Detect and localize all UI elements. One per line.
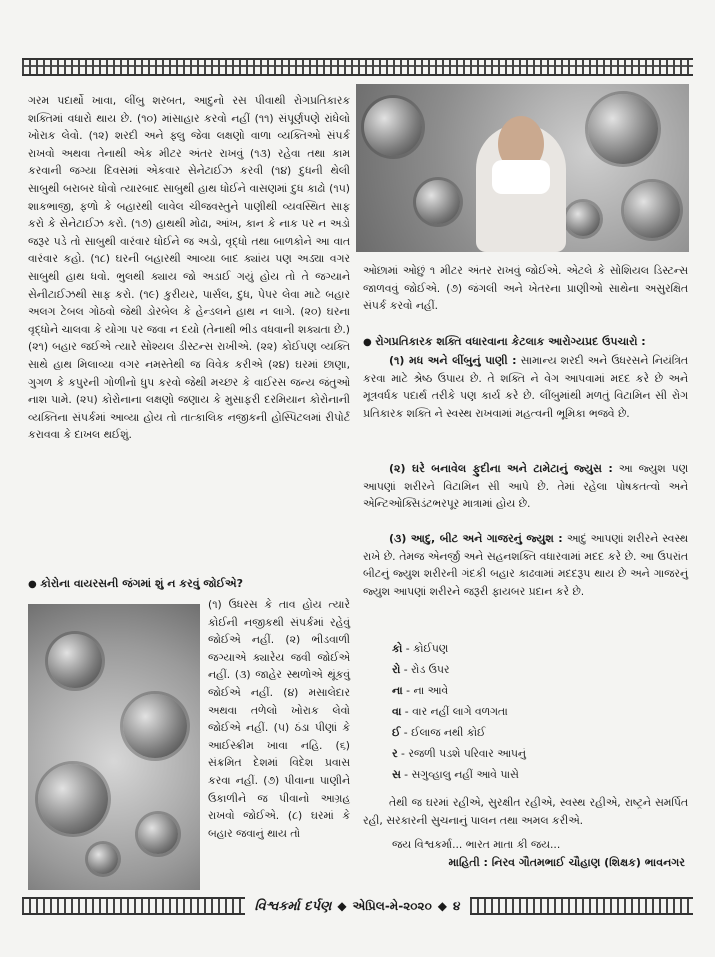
diamond-icon: ◆	[437, 899, 448, 913]
remedy-3-title: (૩) આદુ, બીટ અને ગાજરનું જ્યુશ :	[389, 532, 563, 545]
remedy-1-title: (૧) મધ અને લીંબુનું પાણી :	[389, 354, 517, 367]
remedy-2-text: આ જ્યુશ પણ આપણાં શરીરને વિટામિન સી આપે છે. તેમાં રહેલા પોષકતત્વો અને એન્ટિઓક્સિડંટભરપૂર માત્રામાં હોય છે.	[363, 462, 688, 511]
closing-text: તેથી જ ઘરમાં રહીએ, સુરક્ષીત રહીએ, સ્વસ્થ રહીએ, રાષ્ટ્રને સમર્પિત રહી, સરકારની સુચનાનું પાલન તથા અમલ કરીએ.	[363, 796, 688, 827]
acrostic-row: કો - કોઈપણ	[392, 642, 449, 655]
issue-date: એપ્રિલ-મે-૨૦૨૦	[352, 898, 432, 913]
acrostic-row: રો - રોડ ઉપર	[392, 663, 450, 676]
top-decorative-border	[22, 58, 693, 76]
remedy-3-text: આદું આપણાં શરીરને સ્વસ્થ રાખે છે. તેમજ એનર્જી અને સહનશક્તિ વધારવામાં મદદ કરે છે. આ ઉપરાંત બીટનું જ્યુશ શરીરની ગંદકી બહાર કાઢવામાં મદદરૂપ થાય છે અને ગાજરનું જ્યુશ આપણાં શરીરને જરૂરી ફાયબર પ્રદાન કરે છે.	[363, 532, 688, 598]
magazine-name: વિશ્વકર્મા દર્પણ	[254, 898, 332, 914]
virus-illustration-image	[28, 604, 200, 890]
person-figure	[476, 124, 566, 252]
right-column-intro: ઓછામાં ઓછું ૧ મીટર અંતર રાખવું જોઈએ. એટલે કે સોશિયલ ડિસ્ટન્સ જાળવવું જોઈએ. (૭) જંગલી અને ખેતરના પ્રાણીઓ સાથેના અસુરક્ષિત સંપર્ક કરવો નહીં.	[363, 264, 688, 313]
left-column-tips: ગરમ પદાર્થો ખાવા, લીંબુ શરબત, આદુનો રસ પીવાથી રોગપ્રતિકારક શક્તિમાં વધારો થાય છે. (૧૦) માંસાહાર કરવો નહીં (૧૧) સંપૂર્ણપણે રાંધેલો ખોરાક લેવો. (૧૨) શરદી અને ફ્લુ જેવા લક્ષણો વાળા વ્યક્તિઓ સંપર્ક રાખવો અથવા તેનાથી એક મીટર અંતર રાખવું (૧૩) રહેવા તથા કામ કરવાની જગ્યા દિવસમાં એકવાર સેનેટાઈઝ કરવી (૧૪) દુધની થેલી સાબુથી બરાબર ધોવો ત્યારબાદ સાબુથી હાથ ધોઈને વાસણમાં દુધ કાઢો (૧૫) શાકભાજી, ફળો કે બહારથી લાવેલ ચીજવસ્તુને પાણીથી વ્યવસ્થિત સાફ કરો કે સેનેટાઈઝ કરો. (૧૭) હાથથી મોઢા, આંખ, કાન કે નાક પર ન અડો જરૂર પડે તો સાબુથી વારંવાર ધોઈને જ અડો, વૃદ્ધો તથા બાળકોને આ વાત વારંવાર કહો. (૧૮) ઘરની બહારથી આવ્યા બાદ ક્યાંય પણ અડ્યા વગર સાબુથી હાથ ધવો. ભુલથી ક્યાય જો અડાઈ ગયું હોય તો તે જગ્યાને સેનીટાઈઝથી સાફ કરો. (૧૯) કુરીયર, પાર્સલ, દુધ, પેપર લેવા માટે બહાર અલગ ટેબલ ગોઠવો જેથી ડોરબેલ કે હેન્ડલને હાથ ન લાગે. (૨૦) ઘરના વૃદ્ધોને ચાલવા કે યોગા પર જવા ન દયો (તેનાથી ભીડ વધવાની શક્યતા છે.) (૨૧) બહાર જઈએ ત્યારે સોશ્યલ ડીસ્ટન્સ રાખીએ. (૨૨) કોઈપણ વ્યક્તિ સાથે હાથ મિલાવ્યા વગર નમસ્તેથી જ વિવેક કરીએ (૨૪) ઘરમાં છાણા, ગુગળ કે કપુરની ગોળીનો ધુપ કરવો જેથી મચ્છર કે વાઈરસ જન્ય જંતુઓ નાશ પામે. (૨૫) કોરોનાના લક્ષણો જણાય કે મુસાફરી દરમિયાન કોરોનાની વ્યક્તિના સંપર્કમાં આવ્યા હોય તો તાત્કાલિક નજીકની હોસ્પિટલમાં રીપોર્ટ કરાવવા કે દાખલ થઈશું.	[28, 94, 350, 442]
remedy-2-title: (૨) ઘરે બનાવેલ ફુદીના અને ટામેટાનું જ્યુસ :	[389, 462, 613, 475]
remedy-3	[363, 530, 688, 600]
footer-info	[245, 899, 471, 914]
acrostic-row: ર - રજળી પડશે પરિવાર આપનું	[392, 747, 526, 760]
remedy-1-text: સામાન્ય શરદી અને ઉધરસને નિયંત્રિત કરવા માટે શ્રેષ્ઠ ઉપાય છે. તે શક્તિ ને વેગ આપવામાં મદદ કરે છે અને મૂત્રવર્ધક પદાર્થ તરીકે પણ કાર્ય કરે છે. લીંબુમાંથી મળતું વિટામિન સી રોગ પ્રતિકારક શક્તિ ને સ્વસ્થ રાખવામાં મહત્વની ભૂમિકા ભજવે છે.	[363, 354, 688, 420]
sneezing-person-image	[356, 84, 689, 252]
diamond-icon: ◆	[337, 899, 347, 913]
acrostic-row: સ - સગુવ્હાલુ નહીં આવે પાસે	[392, 768, 519, 781]
remedy-2	[363, 460, 688, 513]
footer-border-left	[22, 897, 245, 915]
page-footer	[22, 895, 693, 917]
heading-what-not-to-do: ● કોરોના વાયરસની જંગમાં શું ન કરવું જોઈએ?	[28, 575, 350, 594]
page-number: ૪	[453, 898, 461, 913]
heading-remedies: ● રોગપ્રતિકારક શક્તિ વધારવાના કેટલાક આરોગ્યપ્રદ ઉપચારો :	[363, 333, 688, 352]
acrostic-row: ના - ના આવે	[392, 684, 449, 697]
author-credit: માહિતી : નિરવ ગૌતમભાઈ ચૌહાણ (શિક્ષક) ભાવનગર	[448, 856, 685, 869]
dont-list-text: (૧) ઉધરસ કે તાવ હોય ત્યારે કોઈની નજીકથી સંપર્કમાં રહેવું જોઈએ નહીં. (૨) ભીડવાળી જગ્યાએ ક્યારેય જવી જોઈએ નહીં. (૩) જાહેર સ્થળોએ થૂંકવું જોઈએ નહીં. (૪) મસાલેદાર અથવા તળેલો ખોરાક લેવો જોઈએ નહીં. (૫) ઠંડા પીણાં કે આઈસ્ક્રીમ ખાવા નહિ. (૬) સંક્રમિત દેશમાં વિદેશ પ્રવાસ કરવા નહીં. (૭) પીવાના પાણીને ઉકાળીને જ પીવાનો આગ્રહ રાખવો જોઈએ. (૮) ઘરમાં કે બહાર જવાનું થાય તો	[208, 598, 350, 840]
remedy-1	[363, 352, 688, 422]
acrostic-row: ઈ - ઈલાજ નથી કોઈ	[392, 726, 486, 739]
corona-acrostic-list	[392, 638, 526, 785]
footer-border-right	[470, 897, 693, 915]
acrostic-row: વા - વાર નહીં લાગે વળગતા	[392, 705, 508, 718]
jay-line: જય વિશ્વકર્મા... ભારત માતા કી જય...	[392, 838, 561, 851]
